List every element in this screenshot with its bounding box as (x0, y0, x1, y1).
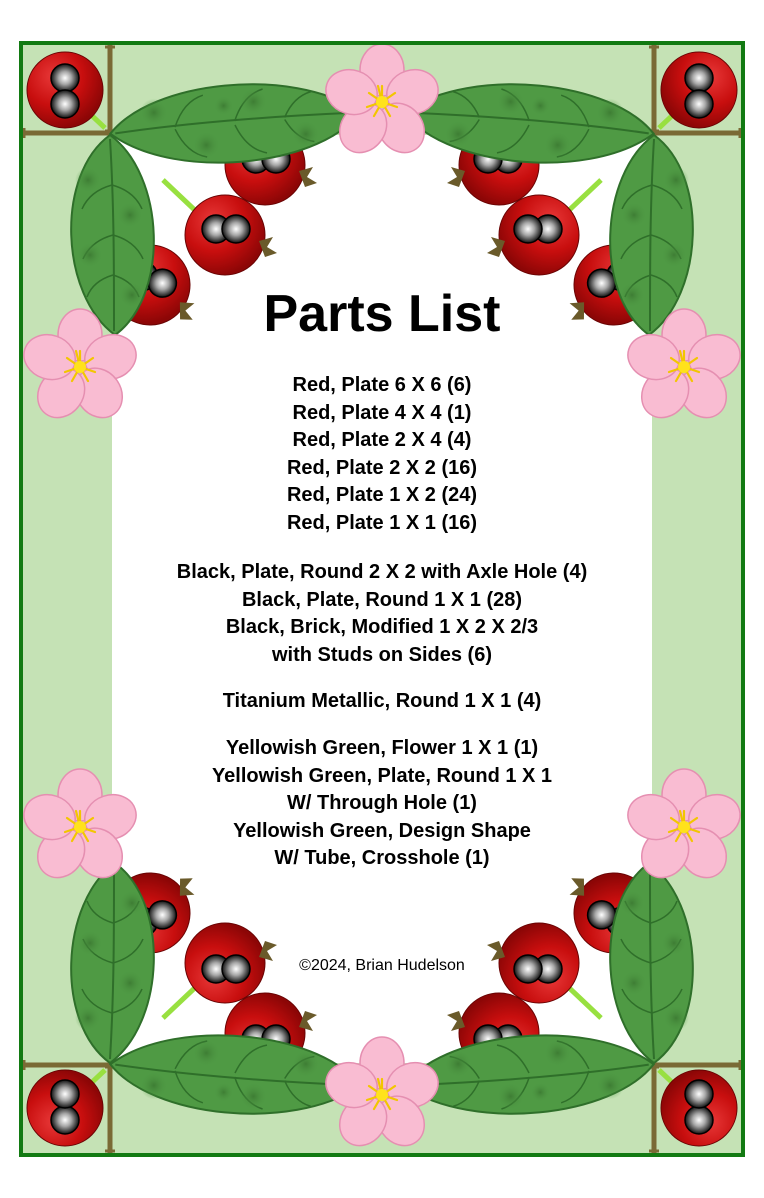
part-item: Yellowish Green, Design Shape (233, 819, 531, 842)
part-item: Red, Plate 4 X 4 (1) (292, 401, 472, 424)
part-item: with Studs on Sides (6) (271, 643, 492, 666)
part-item: Red, Plate 2 X 2 (16) (286, 456, 478, 479)
part-item: Red, Plate 1 X 1 (16) (286, 511, 478, 534)
part-item: W/ Tube, Crosshole (1) (274, 847, 490, 869)
black-parts-group (112, 559, 652, 669)
part-item: W/ Through Hole (1) (287, 792, 477, 814)
part-item: Black, Brick, Modified 1 X 2 X 2/3 (225, 616, 539, 638)
page-title: Parts List (263, 285, 501, 343)
parts-list-panel (112, 0, 652, 1198)
part-item: Titanium Metallic, Round 1 X 1 (4) (222, 690, 542, 712)
part-item: Red, Plate 6 X 6 (6) (292, 374, 472, 396)
titanium-parts-group (112, 688, 652, 716)
part-item: Black, Plate, Round 1 X 1 (28) (241, 588, 523, 611)
copyright-notice: ©2024, Brian Hudelson (299, 957, 465, 974)
part-item: Black, Plate, Round 2 X 2 with Axle Hole (4) (176, 561, 588, 583)
part-item: Yellowish Green, Flower 1 X 1 (1) (225, 737, 539, 759)
part-item: Red, Plate 2 X 4 (4) (292, 429, 472, 451)
yellowish-green-parts-group (112, 735, 652, 873)
part-item: Yellowish Green, Plate, Round 1 X 1 (211, 764, 553, 787)
red-plates-group (112, 372, 652, 537)
part-item: Red, Plate 1 X 2 (24) (286, 484, 478, 506)
